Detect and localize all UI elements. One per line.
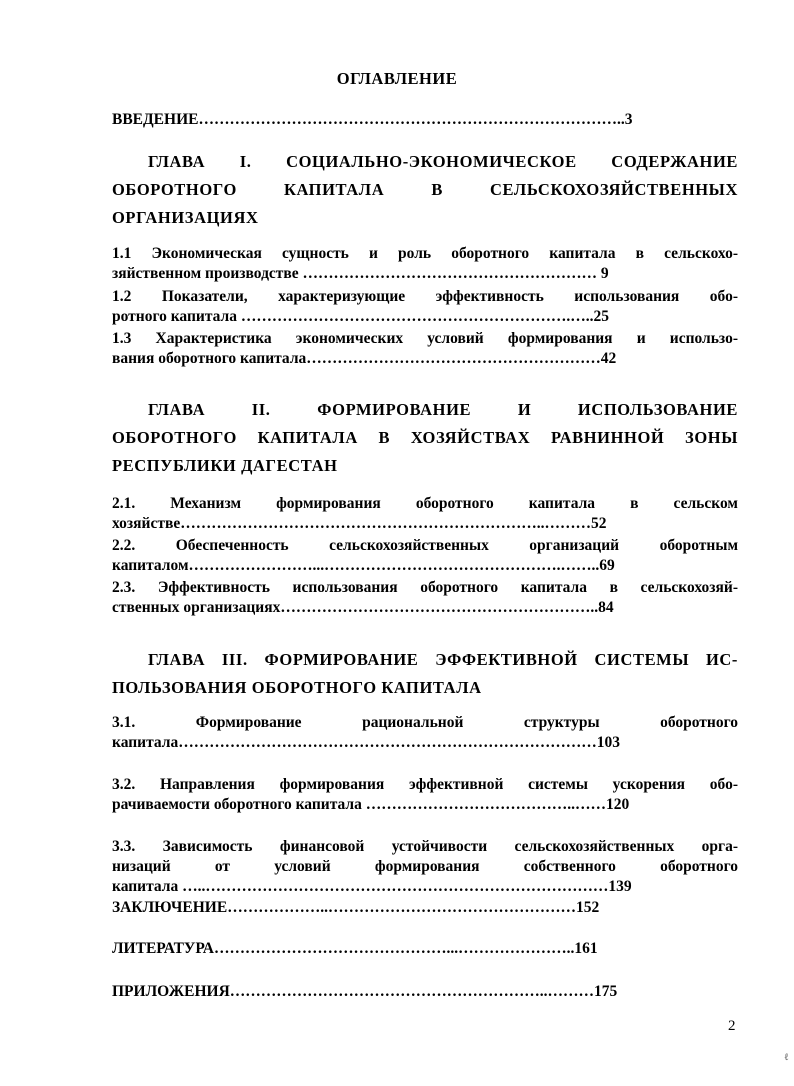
- toc-entry-intro: ВВЕДЕНИЕ………………………………………………………………………..3: [112, 111, 633, 128]
- toc-entry-3-2-line: рачиваемости оборотного капитала …………………………………..……120: [112, 796, 630, 813]
- toc-entry-1-2-line: 1.2 Показатели, характеризующие эффективность использования обо-: [112, 288, 738, 305]
- toc-entry-3-1-line: 3.1. Формирование рациональной структуры оборотного: [112, 714, 738, 731]
- toc-entry-1-2-line: ротного капитала ……………………………………………………….…..25: [112, 308, 609, 325]
- toc-entry-conclusion: ЗАКЛЮЧЕНИЕ………………..…………………………………………152: [112, 899, 600, 916]
- toc-entry-1-1-line: 1.1 Экономическая сущность и роль оборотного капитала в сельскохо-: [112, 245, 738, 262]
- toc-entry-3-3-line: капитала …..……………………………………………………………………139: [112, 878, 632, 895]
- edge-mark: ℓ: [784, 1052, 789, 1063]
- chapter-1-heading-line: ГЛАВА I. СОЦИАЛЬНО-ЭКОНОМИЧЕСКОЕ СОДЕРЖАНИЕ: [148, 152, 738, 171]
- chapter-1-heading-line: ОБОРОТНОГО КАПИТАЛА В СЕЛЬСКОХОЗЯЙСТВЕННЫХ: [112, 180, 738, 199]
- chapter-3-heading: [112, 646, 738, 702]
- chapter-1-heading-line: ОРГАНИЗАЦИЯХ: [112, 208, 259, 227]
- chapter-2-heading-line: ГЛАВА II. ФОРМИРОВАНИЕ И ИСПОЛЬЗОВАНИЕ: [148, 400, 738, 419]
- toc-entry-2-3-line: ственных организациях……………………………………………………..84: [112, 599, 614, 616]
- toc-entry-2-3-line: 2.3. Эффективность использования оборотного капитала в сельскохозяй-: [112, 579, 738, 596]
- chapter-1-heading: [112, 148, 738, 232]
- toc-entry-literature: ЛИТЕРАТУРА………………………………………...…………………..161: [112, 940, 598, 957]
- chapter-3-heading-line: ГЛАВА III. ФОРМИРОВАНИЕ ЭФФЕКТИВНОЙ СИСТЕМЫ ИС-: [148, 650, 738, 669]
- page-number: 2: [728, 1018, 736, 1034]
- toc-entry-3-3-line: 3.3. Зависимость финансовой устойчивости сельскохозяйственных орга-: [112, 838, 738, 855]
- toc-entry-3-2-line: 3.2. Направления формирования эффективной системы ускорения обо-: [112, 776, 738, 793]
- toc-entry-appendices: ПРИЛОЖЕНИЯ……………………………………………………..………175: [112, 983, 618, 1000]
- toc-entry-1-3-line: 1.3 Характеристика экономических условий формирования и использо-: [112, 330, 738, 347]
- toc-entry-2-2-line: капиталом……………………...……………………………………….……..69: [112, 557, 615, 574]
- toc-entry-2-2-line: 2.2. Обеспеченность сельскохозяйственных организаций оборотным: [112, 537, 738, 554]
- toc-entry-3-1-line: капитала………………………………………………………………………103: [112, 734, 620, 751]
- toc-entry-1-1-line: зяйственном производстве ………………………………………………… 9: [112, 265, 609, 282]
- chapter-2-heading-line: ОБОРОТНОГО КАПИТАЛА В ХОЗЯЙСТВАХ РАВНИННОЙ ЗОНЫ: [112, 428, 738, 447]
- toc-entry-2-1-line: хозяйстве……………………………………………………………..………52: [112, 515, 607, 532]
- chapter-3-heading-line: ПОЛЬЗОВАНИЯ ОБОРОТНОГО КАПИТАЛА: [112, 678, 482, 697]
- toc-entry-1-3-line: вания оборотного капитала…………………………………………………42: [112, 350, 617, 367]
- chapter-2-heading-line: РЕСПУБЛИКИ ДАГЕСТАН: [112, 456, 338, 475]
- toc-entry-3-3-line: низаций от условий формирования собственного оборотного: [112, 858, 738, 875]
- toc-entry-2-1-line: 2.1. Механизм формирования оборотного капитала в сельском: [112, 495, 738, 512]
- toc-title: ОГЛАВЛЕНИЕ: [336, 69, 458, 88]
- chapter-2-heading: [112, 396, 738, 480]
